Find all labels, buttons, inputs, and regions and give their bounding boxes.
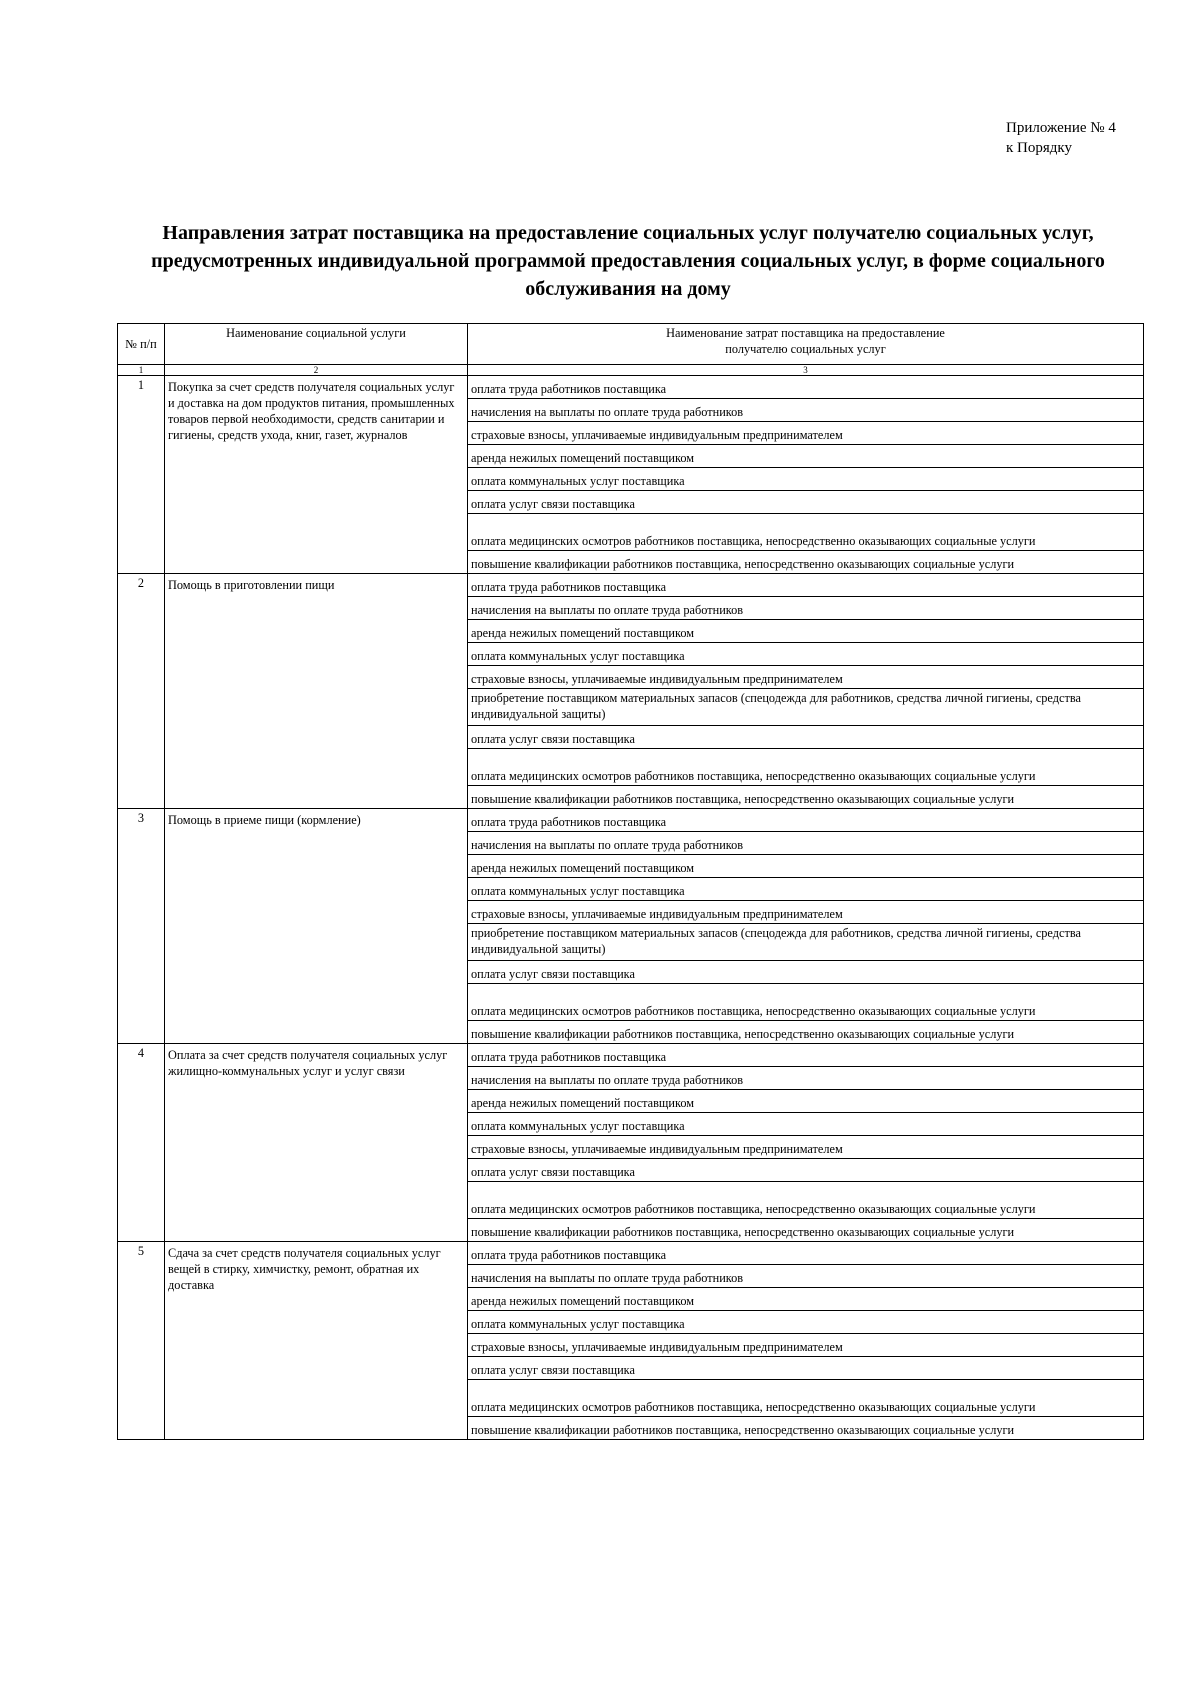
row-number: 5 xyxy=(118,1242,165,1440)
cost-item: страховые взносы, уплачиваемые индивидуальным предпринимателем xyxy=(468,1334,1144,1357)
cost-item: аренда нежилых помещений поставщиком xyxy=(468,1288,1144,1311)
table-row xyxy=(118,809,1144,832)
cost-item: оплата труда работников поставщика xyxy=(468,376,1144,399)
service-name: Покупка за счет средств получателя социальных услуг и доставка на дом продуктов питания, промышленных товаров первой необходимости, средств санитарии и гигиены, средств ухода, книг, газет, журналов xyxy=(165,376,468,574)
cost-item: оплата труда работников поставщика xyxy=(468,1044,1144,1067)
cost-item: страховые взносы, уплачиваемые индивидуальным предпринимателем xyxy=(468,422,1144,445)
row-number: 2 xyxy=(118,574,165,809)
cost-item: оплата коммунальных услуг поставщика xyxy=(468,643,1144,666)
document-title: Направления затрат поставщика на предоставление социальных услуг получателю социальных услуг, предусмотренных индивидуальной программой предоставления социальных услуг, в форме социального обслуживания на дому xyxy=(151,222,1105,300)
cost-item: оплата труда работников поставщика xyxy=(468,809,1144,832)
service-name: Помощь в приготовлении пищи xyxy=(165,574,468,809)
cost-item: оплата медицинских осмотров работников поставщика, непосредственно оказывающих социальные услуги xyxy=(468,514,1144,551)
header-costs-line2: получателю социальных услуг xyxy=(725,342,886,356)
service-name: Помощь в приеме пищи (кормление) xyxy=(165,809,468,1044)
cost-item: оплата медицинских осмотров работников поставщика, непосредственно оказывающих социальные услуги xyxy=(468,1380,1144,1417)
cost-item: страховые взносы, уплачиваемые индивидуальным предпринимателем xyxy=(468,1136,1144,1159)
cost-item: оплата коммунальных услуг поставщика xyxy=(468,1113,1144,1136)
cost-item: оплата услуг связи поставщика xyxy=(468,1357,1144,1380)
column-number: 1 xyxy=(118,365,165,376)
row-number: 1 xyxy=(118,376,165,574)
cost-item: страховые взносы, уплачиваемые индивидуальным предпринимателем xyxy=(468,666,1144,689)
appendix-note xyxy=(1006,118,1116,158)
cost-item: начисления на выплаты по оплате труда работников xyxy=(468,597,1144,620)
cost-item: оплата услуг связи поставщика xyxy=(468,491,1144,514)
cost-item: оплата медицинских осмотров работников поставщика, непосредственно оказывающих социальные услуги xyxy=(468,749,1144,786)
cost-item: оплата труда работников поставщика xyxy=(468,1242,1144,1265)
cost-item: начисления на выплаты по оплате труда работников xyxy=(468,832,1144,855)
column-number: 2 xyxy=(165,365,468,376)
cost-item: повышение квалификации работников поставщика, непосредственно оказывающих социальные услуги xyxy=(468,1021,1144,1044)
table-row xyxy=(118,574,1144,597)
cost-item: повышение квалификации работников поставщика, непосредственно оказывающих социальные услуги xyxy=(468,1219,1144,1242)
cost-item: оплата услуг связи поставщика xyxy=(468,1159,1144,1182)
cost-item: оплата услуг связи поставщика xyxy=(468,726,1144,749)
cost-item: аренда нежилых помещений поставщиком xyxy=(468,1090,1144,1113)
header-costs-line1: Наименование затрат поставщика на предоставление xyxy=(666,326,945,340)
service-name: Оплата за счет средств получателя социальных услуг жилищно-коммунальных услуг и услуг связи xyxy=(165,1044,468,1242)
header-num: № п/п xyxy=(118,324,165,365)
cost-item: оплата коммунальных услуг поставщика xyxy=(468,468,1144,491)
cost-directions-table xyxy=(117,323,1144,1440)
cost-item: оплата коммунальных услуг поставщика xyxy=(468,878,1144,901)
cost-item: приобретение поставщиком материальных запасов (спецодежда для работников, средства личной гигиены, средства индивидуальной защиты) xyxy=(468,924,1144,961)
column-number: 3 xyxy=(468,365,1144,376)
cost-item: оплата услуг связи поставщика xyxy=(468,961,1144,984)
cost-item: страховые взносы, уплачиваемые индивидуальным предпринимателем xyxy=(468,901,1144,924)
cost-item: повышение квалификации работников поставщика, непосредственно оказывающих социальные услуги xyxy=(468,786,1144,809)
table-row xyxy=(118,1044,1144,1067)
header-service: Наименование социальной услуги xyxy=(165,324,468,365)
cost-item: оплата медицинских осмотров работников поставщика, непосредственно оказывающих социальные услуги xyxy=(468,984,1144,1021)
cost-item: оплата труда работников поставщика xyxy=(468,574,1144,597)
column-number-row xyxy=(118,365,1144,376)
appendix-number: Приложение № 4 xyxy=(1006,120,1116,136)
cost-item: начисления на выплаты по оплате труда работников xyxy=(468,399,1144,422)
cost-item: начисления на выплаты по оплате труда работников xyxy=(468,1265,1144,1288)
table-header-row xyxy=(118,324,1144,365)
cost-item: начисления на выплаты по оплате труда работников xyxy=(468,1067,1144,1090)
row-number: 4 xyxy=(118,1044,165,1242)
cost-item: повышение квалификации работников поставщика, непосредственно оказывающих социальные услуги xyxy=(468,1417,1144,1440)
row-number: 3 xyxy=(118,809,165,1044)
cost-item: аренда нежилых помещений поставщиком xyxy=(468,445,1144,468)
table-row xyxy=(118,376,1144,399)
cost-item: аренда нежилых помещений поставщиком xyxy=(468,620,1144,643)
cost-item: аренда нежилых помещений поставщиком xyxy=(468,855,1144,878)
appendix-reference: к Порядку xyxy=(1006,140,1072,156)
cost-item: оплата коммунальных услуг поставщика xyxy=(468,1311,1144,1334)
table-row xyxy=(118,1242,1144,1265)
cost-item: повышение квалификации работников поставщика, непосредственно оказывающих социальные услуги xyxy=(468,551,1144,574)
cost-item: приобретение поставщиком материальных запасов (спецодежда для работников, средства личной гигиены, средства индивидуальной защиты) xyxy=(468,689,1144,726)
cost-item: оплата медицинских осмотров работников поставщика, непосредственно оказывающих социальные услуги xyxy=(468,1182,1144,1219)
service-name: Сдача за счет средств получателя социальных услуг вещей в стирку, химчистку, ремонт, обратная их доставка xyxy=(165,1242,468,1440)
header-costs xyxy=(468,324,1144,365)
